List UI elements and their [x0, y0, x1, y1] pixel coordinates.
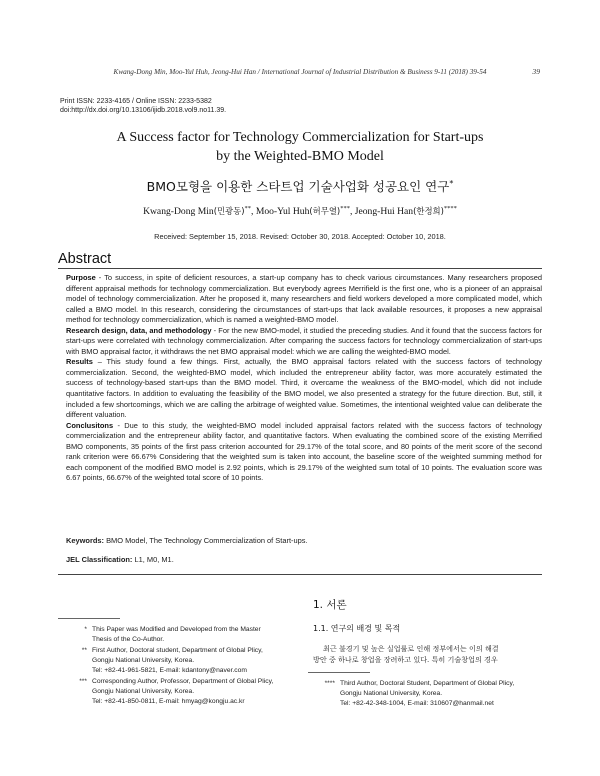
footnote-line: Tel: +82-41-850-0811, E-mail: hmyag@kongju.ac.kr [92, 698, 245, 706]
footnote-mark: **** [324, 680, 335, 687]
running-head: Kwang-Dong Min, Moo-Yul Huh, Jeong-Hui Han / International Journal of Industrial Distribution & Business 9-11 (2018) 39-54 [113, 68, 487, 76]
keywords-label: Keywords: [66, 536, 105, 545]
footnote-text [92, 625, 286, 645]
footnote-text [92, 677, 286, 708]
design-text: - For the new BMO-model, it studied the preceding studies. And it found that the success factors for start-ups were correlated with technology commercialization. After comparing the success factors for technology commercialization of start-ups with BMO appraisal factor, it withdraws the net BMO appraisal model: which we are calling the weighted-BMO model. [66, 325, 543, 356]
footnote-mark: *** [79, 678, 87, 686]
issn-line: Print ISSN: 2233-4165 / Online ISSN: 2233-5382 [60, 98, 212, 105]
footnote [60, 646, 286, 677]
footnote-line: Third Author, Doctoral Student, Department of Global Plicy, [340, 680, 515, 687]
keywords [66, 536, 542, 545]
conclusions-text: - Due to this study, the weighted-BMO model included appraisal factors related with the success factors of technology commercialization and the entrepreneur ability factor, and quantitative factors. When evaluating the combined score of the existing Merrified BMO components, 35 points of the first pass criterion accounted for 29.17% of the total score, and 80 points of the merit score of the second rank criterion were 66.67% Considering that the weighted sum is taken into account, the baseline score of the weighted summing method for each component of the modified BMO model is 2.92 points, which is 29.17% of the weighted sum total of 10 points. The evaluation score was 6.67 points, 66.67% of the weighted total score of 10 points. [66, 420, 542, 483]
abstract-top-rule [58, 268, 542, 269]
abstract-heading: Abstract [58, 251, 112, 267]
section-title: 1. 서론 [313, 599, 347, 611]
footnote-mark: ** [81, 646, 87, 654]
body-line: 최근 불경기 및 높은 실업률로 인해 정부에서는 이의 해결 [323, 644, 499, 653]
body-line: 방안 중 하나로 창업을 장려하고 있다. 특히 기술창업의 경우 [313, 655, 498, 664]
keywords-text: BMO Model, The Technology Commercialization of Start-ups. [104, 536, 308, 545]
author-1-korean: (민광동) [213, 206, 245, 217]
abstract-conclusions [66, 421, 542, 484]
author-1-mark: ** [244, 205, 252, 212]
footnote-line: First Author, Doctoral student, Department of Global Plicy, [92, 646, 263, 654]
title-korean [40, 177, 560, 195]
footnote-mark: * [84, 626, 87, 633]
footnote-line: Gongju National University, Korea. [92, 688, 195, 696]
subsection-title: 1.1. 연구의 배경 및 목적 [313, 624, 401, 633]
title-footnote-mark: * [449, 178, 454, 188]
title-english [40, 128, 560, 166]
title-korean-text: BMO모형을 이용한 스타트업 기술사업화 성공요인 연구 [146, 179, 450, 194]
author-2-mark: *** [340, 205, 350, 212]
author-2-korean: (허무열) [309, 206, 341, 217]
author-1-name: Kwang-Dong Min [143, 206, 214, 218]
author-3-name: Jeong-Hui Han [354, 206, 414, 218]
title-english-line1: A Success factor for Technology Commercialization for Start-ups [116, 130, 484, 145]
footnote-line: Tel: +82-41-961-5821, E-mail: kdantony@naver.com [92, 667, 247, 675]
page-number: 39 [532, 67, 540, 76]
footnote-line: Gongju National University, Korea. [340, 690, 443, 698]
conclusions-label: Conclusitons [66, 420, 114, 430]
footnote-line: This Paper was Modified and Developed from the Master [92, 626, 261, 633]
footnote-line: Corresponding Author, Professor, Department of Global Plicy, [92, 678, 274, 686]
abstract-design [66, 326, 542, 358]
jel-label: JEL Classification: [66, 555, 133, 564]
footnote-rule-left [58, 618, 120, 619]
footnote [308, 679, 544, 710]
purpose-label: Purpose [66, 273, 96, 282]
author-3-mark: **** [443, 205, 457, 212]
issn-block [60, 97, 226, 115]
purpose-text: - To success, in spite of deficient resources, a start-up company has to check various circumstances. Many researchers proposed different appraisal methods for technology commercialization. But everybody agrees Merrifield is the first one, who is a pioneer of an appraisal model of technology commercialization. After he proposed it, many researchers and field workers developed a more complicated model, which called a BMO model. In this research, considering the circumstances of start-ups that lack available resources, it proposes a new appraisal method for technology commercialization, which is named a weighted-BMO model. [66, 273, 542, 325]
results-label: Results [66, 357, 93, 367]
footnote-line: Gongju National University, Korea. [92, 657, 195, 665]
footnotes-left [60, 625, 286, 708]
footnote [60, 625, 286, 645]
footnote-line: Tel: +82-42-348-1004, E-mail: 310607@hanmail.net [340, 700, 494, 708]
footnote-line: Thesis of the Co-Author. [92, 636, 165, 644]
abstract-results [66, 357, 542, 420]
footnotes-right [308, 679, 544, 710]
footnote-text [92, 646, 286, 677]
title-english-line2: by the Weighted-BMO Model [216, 149, 384, 164]
doi-line[interactable]: doi:http://dx.doi.org/10.13106/ijidb.2018.vol9.no11.39. [60, 107, 227, 114]
footnote [60, 677, 286, 708]
results-text: – This study found a few things. First, actually, the BMO appraisal factors related with the success factors of technology commercialization. Second, the weighted-BMO model, which included the entrepreneur ability factor, was more accurately estimated the success of technology-based start-ups than the BMO model. Third, it overcame the weakness of the BMO-model, which did not include quantitative factors. In addition to evaluating the feasibility of the BMO model, we also presented a strategy for the future direction. But, still, it included a few shortcomings, which we are calling the arbitrage of weighted value. Sometimes, the intentional weighted value can deliberate the different valuation. [66, 357, 542, 420]
footnote-rule-right [308, 672, 370, 673]
author-list: Kwang-Dong Min(민광동)**, Moo-Yul Huh(허무열)***, Jeong-Hui Han(한정희)**** [143, 205, 457, 218]
footnote-text [340, 679, 544, 710]
abstract-purpose [66, 273, 542, 326]
author-2-name: Moo-Yul Huh [255, 206, 310, 218]
body-text [313, 643, 542, 665]
jel-text: L1, M0, M1. [132, 555, 174, 564]
abstract-bottom-rule [58, 574, 542, 575]
design-label: Research design, data, and methodology [66, 325, 212, 335]
received-dates: Received: September 15, 2018. Revised: October 30, 2018. Accepted: October 10, 2018. [154, 232, 446, 241]
author-3-korean: (한정희) [413, 206, 444, 217]
jel-classification [66, 555, 542, 564]
abstract-body [66, 273, 542, 484]
